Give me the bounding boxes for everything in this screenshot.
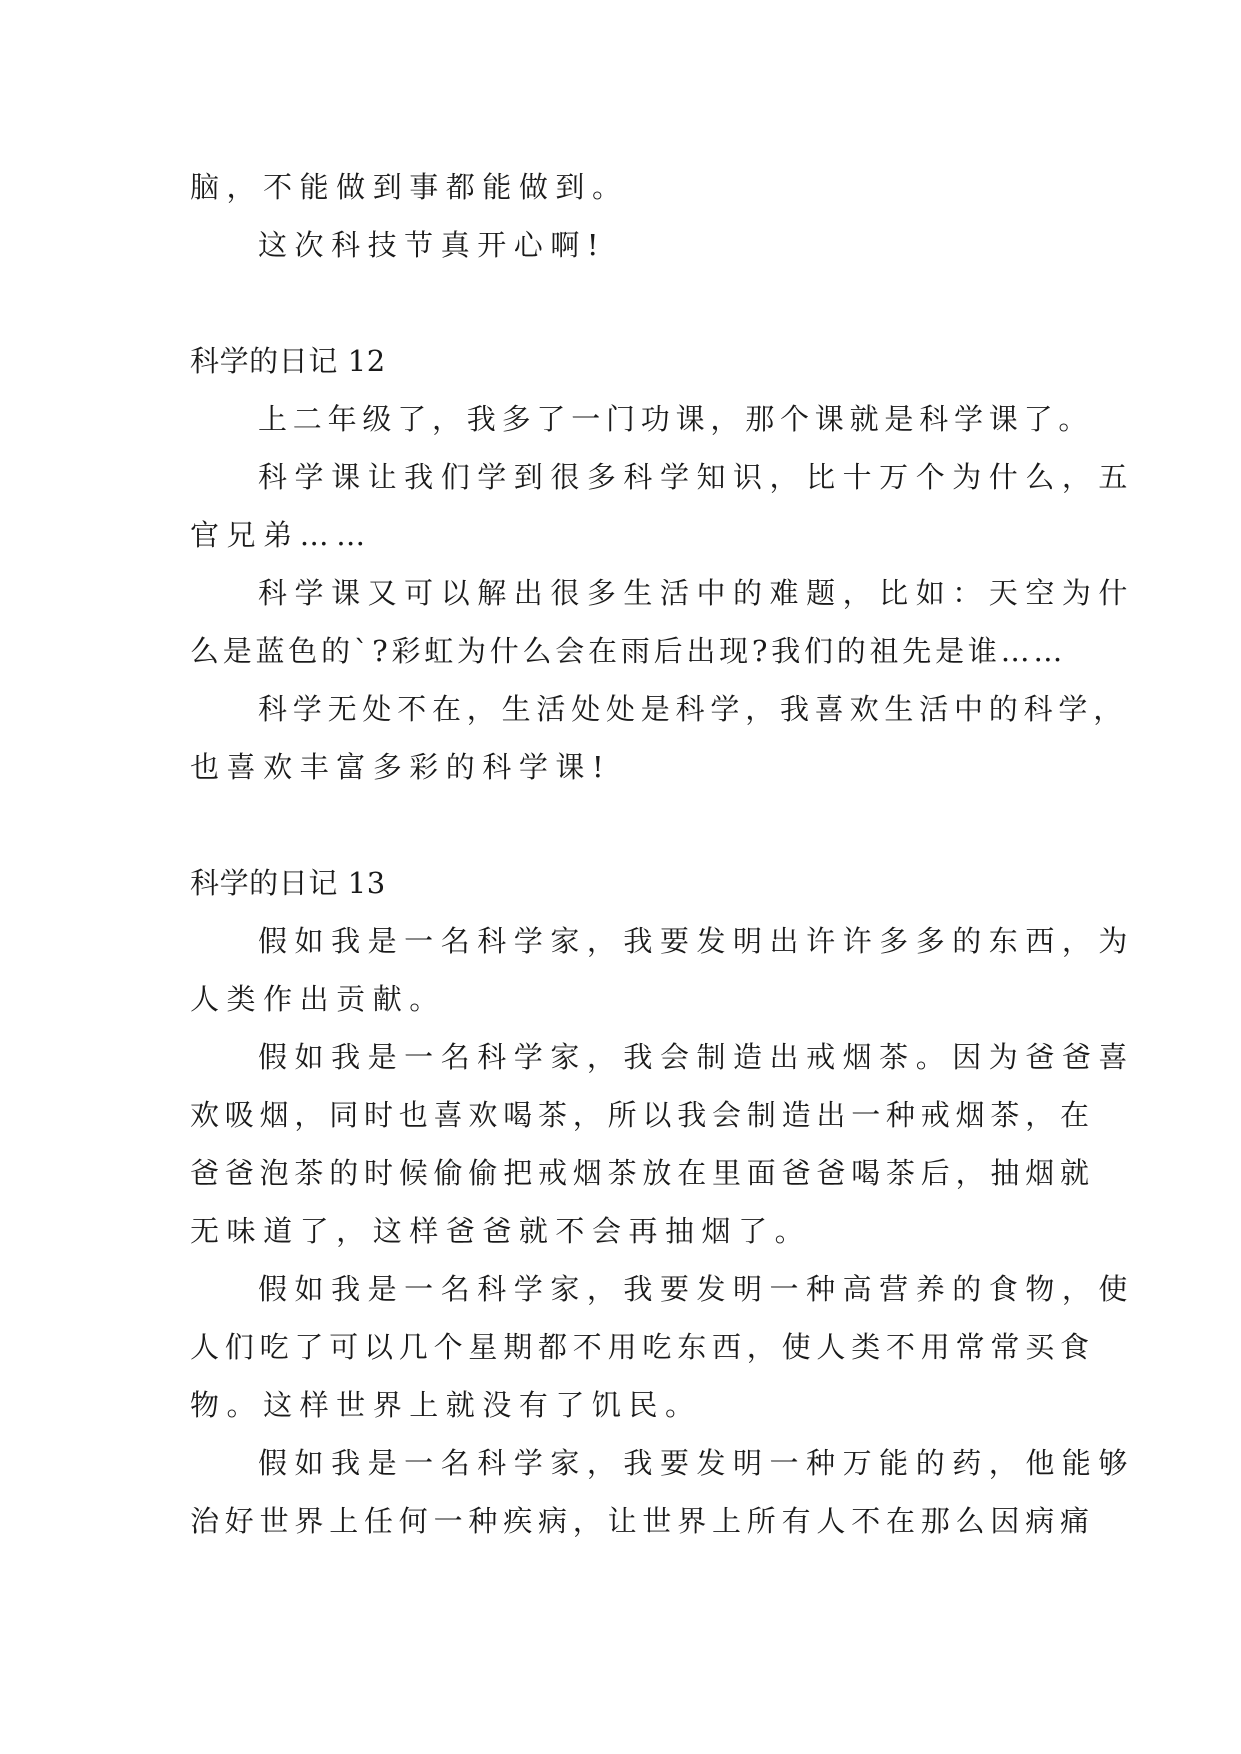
text-line: 人类作出贡献。 — [190, 982, 446, 1016]
text-line: 假如我是一名科学家，我会制造出戒烟茶。因为爸爸喜 — [258, 1040, 1135, 1074]
text-line: 无味道了，这样爸爸就不会再抽烟了。 — [190, 1214, 812, 1248]
text-line: 科学无处不在，生活处处是科学，我喜欢生活中的科学， — [258, 692, 1129, 726]
section-gap — [190, 796, 1060, 854]
text-line: 么是蓝色的`?彩虹为什么会在雨后出现?我们的祖先是谁…… — [190, 634, 1067, 668]
text-line: 脑，不能做到事都能做到。 — [190, 170, 629, 204]
section-heading-12: 科学的日记 12 — [190, 344, 386, 378]
text-line: 假如我是一名科学家，我要发明出许许多多的东西，为 — [258, 924, 1135, 958]
text-line: 上二年级了，我多了一门功课，那个课就是科学课了。 — [258, 402, 1094, 436]
document-body — [190, 158, 1135, 1550]
text-line: 治好世界上任何一种疾病，让世界上所有人不在那么因病痛 — [190, 1504, 1095, 1538]
text-line: 也喜欢丰富多彩的科学课! — [190, 750, 612, 784]
text-line: 官兄弟…… — [190, 518, 373, 552]
text-line: 物。这样世界上就没有了饥民。 — [190, 1388, 702, 1422]
text-line: 爸爸泡茶的时候偷偷把戒烟茶放在里面爸爸喝茶后，抽烟就 — [190, 1156, 1095, 1190]
section-heading-13: 科学的日记 13 — [190, 866, 386, 900]
text-line: 科学课让我们学到很多科学知识，比十万个为什么，五 — [258, 460, 1135, 494]
text-line: 欢吸烟，同时也喜欢喝茶，所以我会制造出一种戒烟茶，在 — [190, 1098, 1095, 1132]
text-line: 人们吃了可以几个星期都不用吃东西，使人类不用常常买食 — [190, 1330, 1095, 1364]
text-line: 这次科技节真开心啊! — [258, 228, 607, 262]
text-line: 科学课又可以解出很多生活中的难题，比如：天空为什 — [258, 576, 1135, 610]
text-line: 假如我是一名科学家，我要发明一种万能的药，他能够 — [258, 1446, 1135, 1480]
section-gap — [190, 274, 1060, 332]
text-line: 假如我是一名科学家，我要发明一种高营养的食物，使 — [258, 1272, 1135, 1306]
